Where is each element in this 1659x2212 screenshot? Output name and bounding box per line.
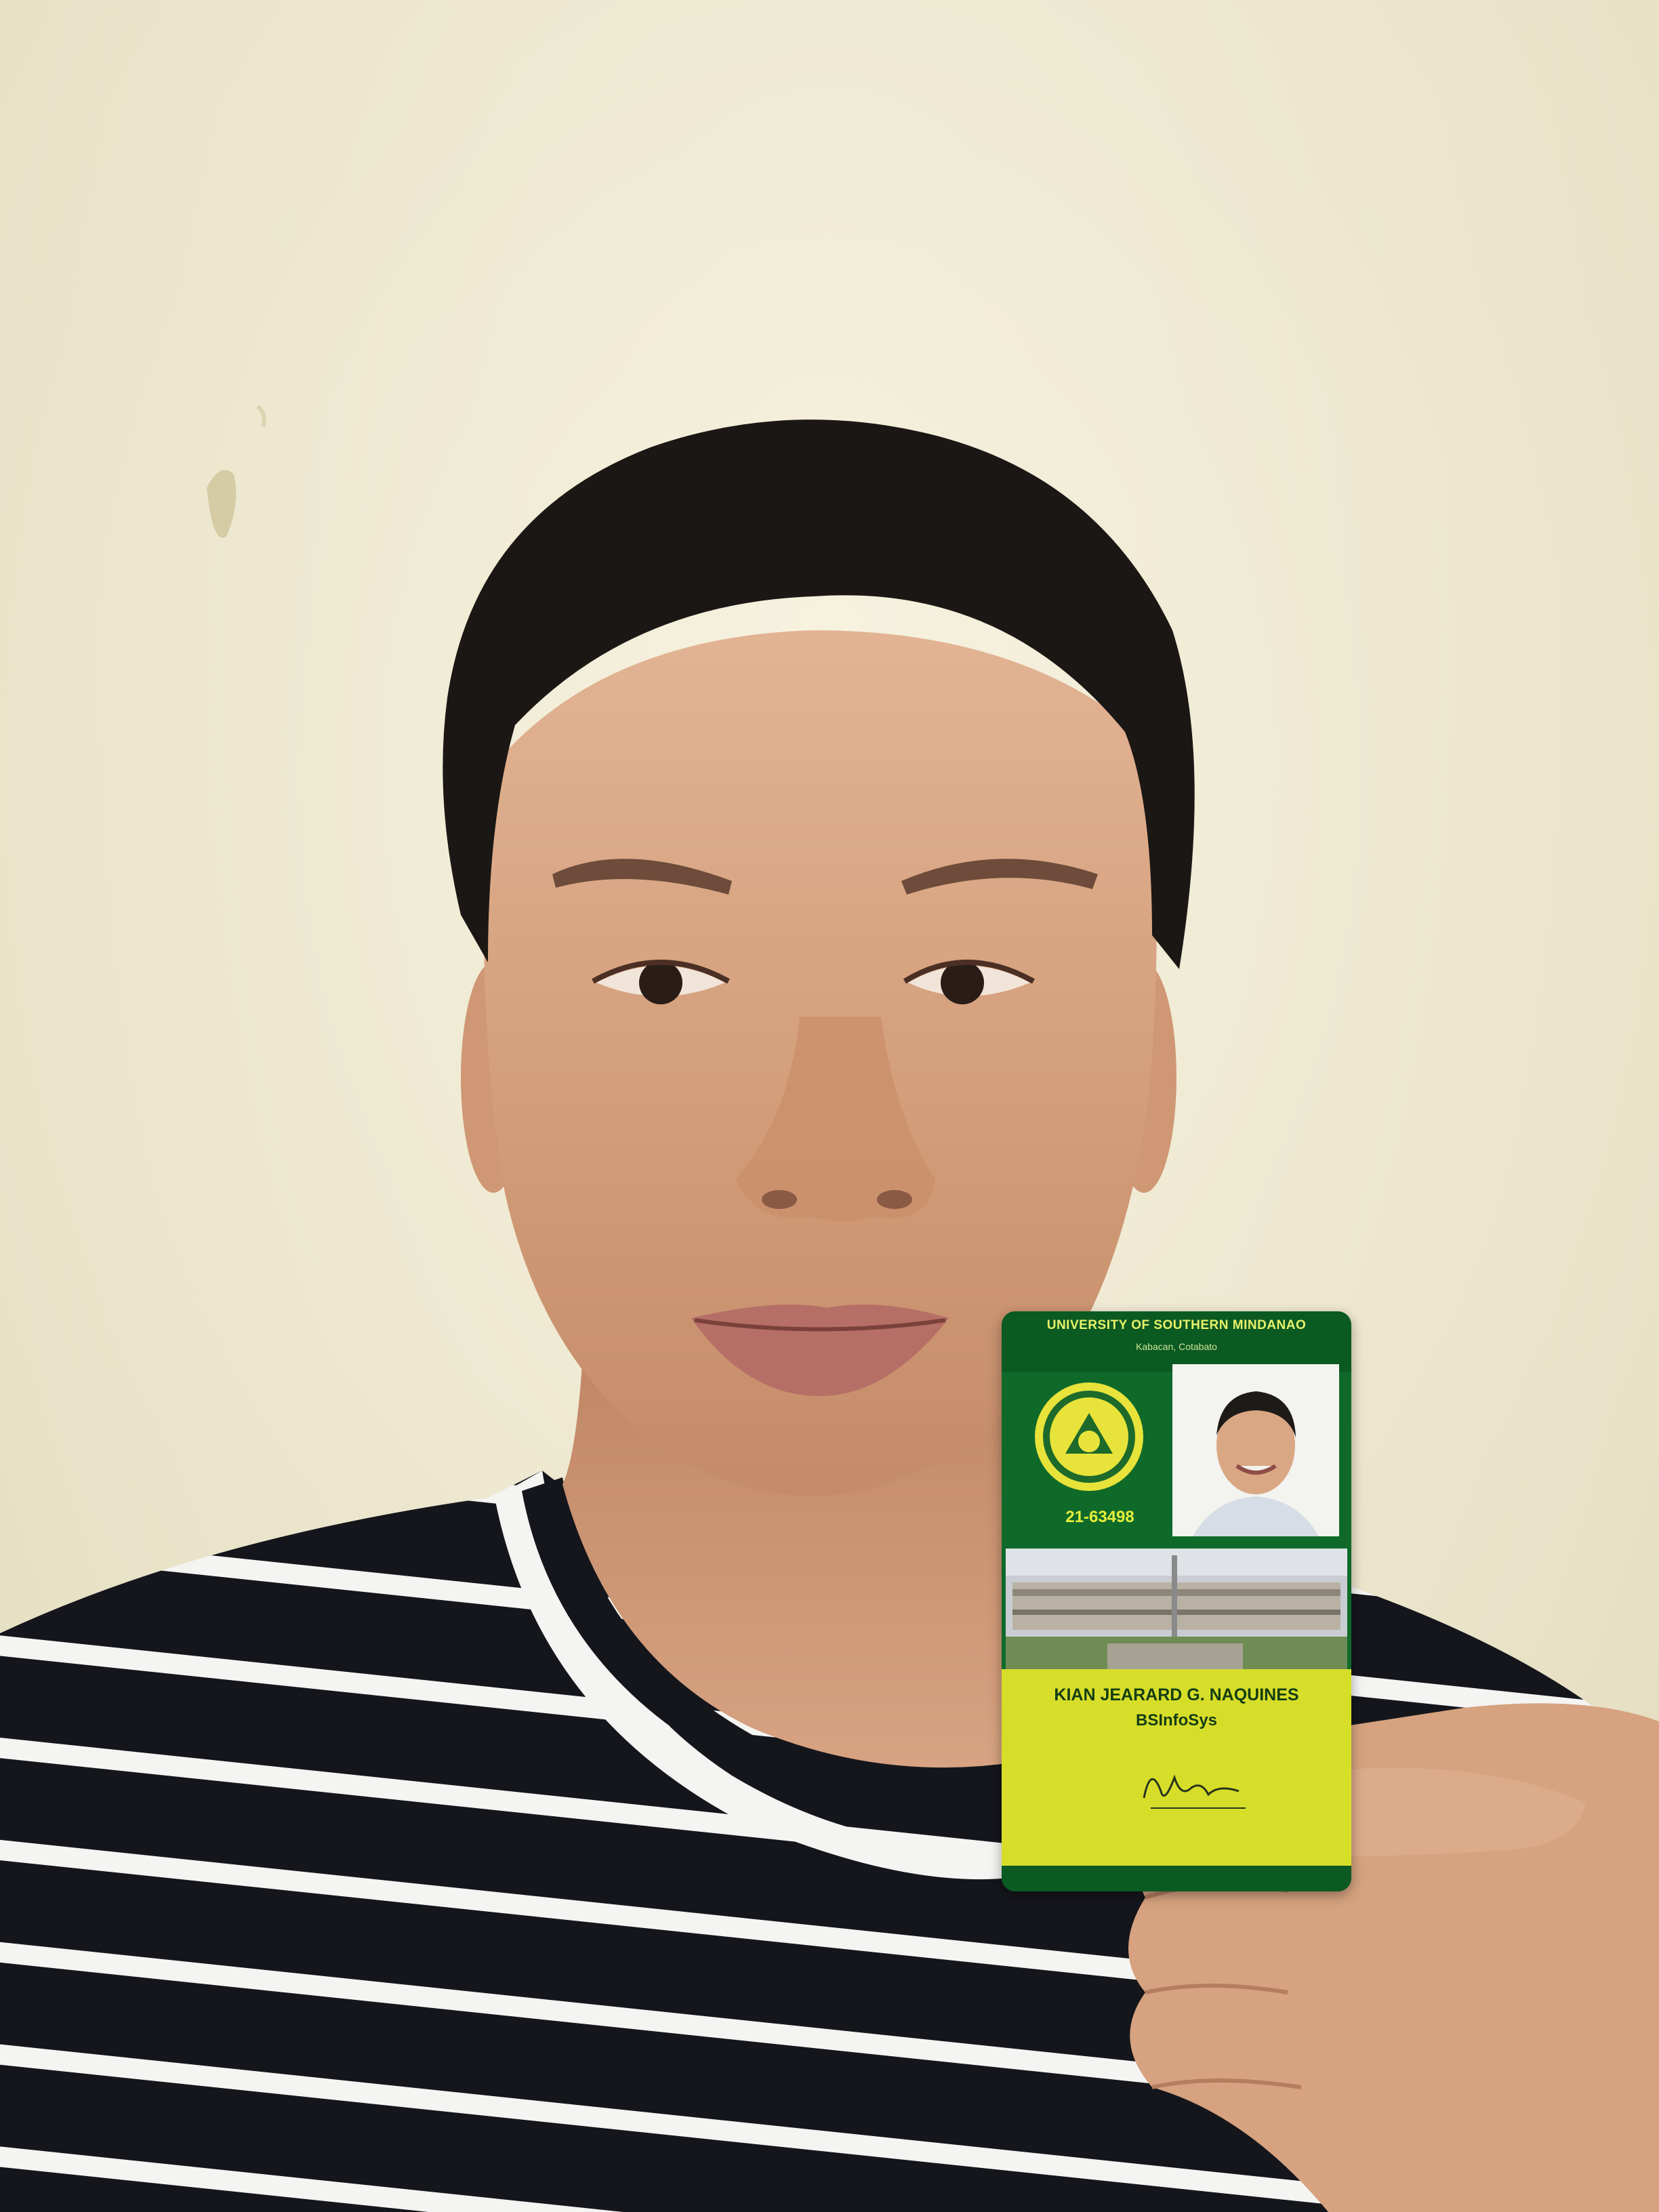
id-card-holder-name: KIAN JEARARD G. NAQUINES	[1054, 1685, 1299, 1704]
university-seal-icon	[1031, 1379, 1147, 1494]
student-id-card	[1002, 1311, 1351, 1891]
id-card-number: 21-63498	[1065, 1508, 1134, 1526]
id-card-campus-building	[1006, 1549, 1347, 1673]
id-card-footer	[1002, 1866, 1351, 1891]
id-card-campus: Kabacan, Cotabato	[1136, 1341, 1217, 1352]
signature	[1124, 1750, 1259, 1818]
id-card-university: UNIVERSITY OF SOUTHERN MINDANAO	[1046, 1318, 1307, 1332]
id-card-photo	[1172, 1364, 1339, 1536]
id-card-header	[1002, 1311, 1351, 1372]
id-card-course: BSInfoSys	[1135, 1711, 1218, 1729]
id-card-name-panel	[1002, 1669, 1351, 1874]
